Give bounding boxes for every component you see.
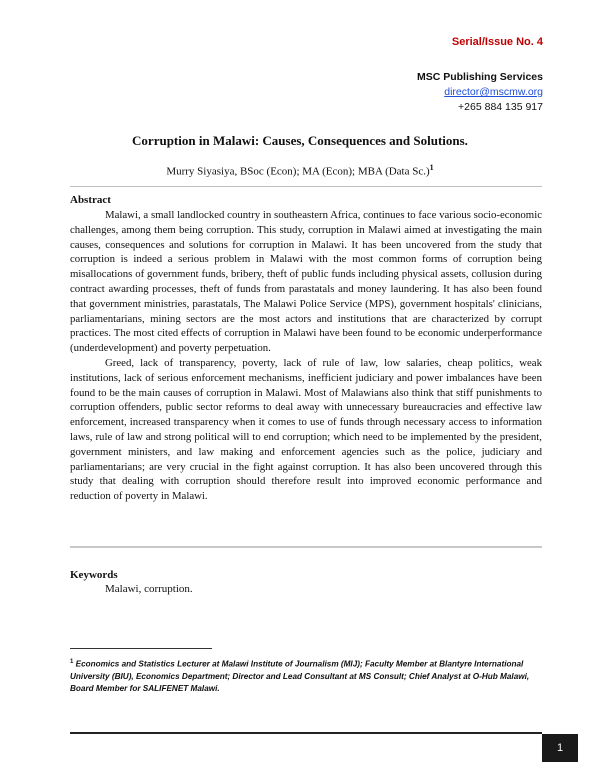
title-divider — [70, 186, 542, 187]
publisher-name: MSC Publishing Services — [416, 71, 543, 83]
footnote-text: Economics and Statistics Lecturer at Malawi Institute of Journalism (MIJ); Faculty Member at Blantyre International University (BIU), Economics Department; Director and Lead Consultant at MS Consult; Chief Analyst at O-Hub Malawi, Board Member for SALIFENET Malawi. — [70, 659, 530, 694]
publisher-email-link[interactable]: director@mscmw.org — [444, 86, 543, 98]
abstract-paragraph-1: Malawi, a small landlocked country in southeastern Africa, continues to face various socio-economic challenges, among them being corruption. This study, corruption in Malawi aimed at investigating the main causes, consequences and solutions for corruption in Malawi. It has been uncovered from the study that corruption is indeed a serious problem in Malawi with the most common forms of corruption being misallocations of government funds, bribery, theft of public funds including physical assets, collusion during contract awarding processes, theft of funds from parastatals and money laundering. It has also been found that government ministries, parastatals, The Malawi Police Service (MPS), government hospitals' clinicians, parliamentarians, mining sectors are the most actors and institutions that are characterized by corrupt practices. The most cited effects of corruption in Malawi have been found to be economic underperformance (underdevelopment) and poverty perpetuation. — [70, 209, 542, 355]
abstract-body — [70, 208, 542, 504]
keywords-heading: Keywords — [70, 569, 118, 581]
page-bottom-rule — [70, 732, 542, 734]
publisher-phone: +265 884 135 917 — [458, 101, 543, 113]
footnote-separator — [70, 648, 212, 649]
footnote-mark: 1 — [70, 659, 74, 665]
footnote — [70, 656, 542, 696]
page-number: 1 — [542, 734, 578, 762]
paper-title: Corruption in Malawi: Causes, Consequences and Solutions. — [132, 133, 468, 148]
author-name: Murry Siyasiya, BSoc (Econ); MA (Econ); MBA (Data Sc.) — [166, 165, 430, 178]
serial-issue-label: Serial/Issue No. 4 — [451, 36, 543, 48]
keywords-text: Malawi, corruption. — [105, 583, 193, 595]
abstract-heading: Abstract — [70, 194, 111, 206]
abstract-divider — [70, 546, 542, 548]
author-footnote-mark: 1 — [429, 163, 434, 172]
abstract-paragraph-2: Greed, lack of transparency, poverty, lack of rule of law, low salaries, cheap politics, weak institutions, lack of serious enforcement mechanisms, inefficient judiciary and power imbalances have been found to be the main causes of corruption in Malawi. Most of Malawians also think that stiff punishments to corruption offenders, public sector reforms to deal away with unnecessary bureaucracies and effective law enforcement, increased transparency when it comes to use of funds through necessary access to information laws, rule of law and strong political will to end corruption; which need to be implemented by the president, government ministers, and law making and enforcement agencies such as the police, judiciary and parliamentarians; are very crucial in the fight against corruption. It has also been uncovered through this study that dealing with corruption should therefore result into improved economic performance and reduction of poverty in Malawi. — [70, 356, 542, 503]
author-line — [0, 163, 600, 178]
publisher-block — [417, 70, 543, 115]
